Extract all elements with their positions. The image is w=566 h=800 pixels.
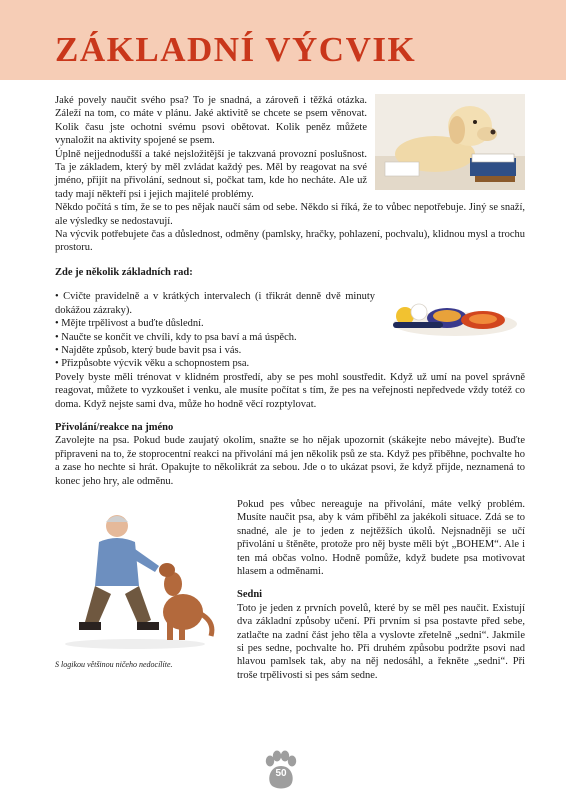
dog-with-books-image — [375, 94, 525, 190]
recall-paragraph-2: Pokud pes vůbec nereaguje na přivolání, máte velký problém. Musíte naučit psa, aby k vám přiběhl za jakékoli situace. Zdá se to snadné, ale je to jeden z nejtěžších úkolů. Nejsnadněji se učí přivolání u štěněte, protože pro něj byste měli být „BOHEM“. Ale i ten má občas volno. Hodně pomůže, když budete psa motivovat hlasem a odměnami. — [237, 498, 525, 577]
recall-paragraph-1: Zavolejte na psa. Pokud bude zaujatý okolím, snažte se ho nějak upozornit (skákejte nebo mávejte). Buďte připraveni na to, že stoprocentní reakci na přivolání má jen několik psů ze sta. Když pes přiběhne, pochvalte ho a zase ho nechte si hrát. Opakujte to několikrát za sebou. Jde o to ukázat psovi, že když přijde, neznamená to konec jeho hry, ale odměnu. — [55, 435, 525, 487]
tip-item-4: • Najděte způsob, který bude bavit psa i vás. — [55, 344, 242, 356]
page-content — [55, 94, 525, 682]
sit-heading: Sedni — [237, 589, 263, 601]
tips-heading: Zde je několik základních rad: — [55, 266, 193, 278]
intro-paragraph-3: Někdo počítá s tím, že se to pes nějak naučí sám od sebe. Někdo si říká, že to vůbec nepotřebuje. Jiný se snaží, ale výsledky se nedostavují. — [55, 202, 525, 227]
man-with-dog-image — [55, 504, 225, 652]
page-number: 50 — [275, 768, 287, 779]
tip-item-1: • Cvičte pravidelně a v krátkých intervalech (i třikrát denně dvě minuty dokážou zázraky). — [55, 291, 375, 316]
image-caption: S logikou většinou ničeho nedocílíte. — [55, 660, 173, 670]
intro-paragraph-1: Jaké povely naučit svého psa? To je snadná, a zároveň i těžká otázka. Záleží na tom, co máte v plánu. Jaké aktivitě se chcete se psem věnovat. Kolik času jste ochotni svému psovi obětovat. Kolik peněz můžete vynaložit na aktivity spojené se psem. — [55, 95, 367, 147]
tip-item-5: • Přizpůsobte výcvik věku a schopnostem psa. — [55, 358, 250, 370]
intro-paragraph-2: Úplně nejjednodušší a také nejsložitější je takzvaná provozní poslušnost. Ta je základem, který by měl zvládat každý pes. Měl by reagovat na své jméno, přijít na přivolání, sednout si, počkat tam, kde ho necháte. Ale už tady mají někteří psi i jejich majitelé problémy. — [55, 148, 367, 200]
man-with-dog-figure — [55, 504, 225, 672]
dog-toys-image — [385, 292, 525, 342]
sit-paragraph: Toto je jeden z prvních povelů, které by se měl pes naučit. Existují dva základní způsoby učení. Při prvním si psa postavte před sebe, zatlačte na zadní část jeho těla a vyslovte zřetelně „sedni“. Jakmile si pes sedne, pochvalte ho. Při druhém způsobu podržte psovi nad hlavou pamlsek tak, aby na něj nedosáhl, a řekněte „sedni“. Při troše trpělivosti si pes sám sedne. — [237, 602, 525, 681]
calm-environment-paragraph: Povely byste měli trénovat v klidném prostředí, aby se pes mohl soustředit. Když už umí na povel správně reagovat, můžete to vyzkoušet i venku, ale musíte počítat s tím, že pes na veřejnosti nepředvede vždy totéž co doma. Když nejste sami dva, může ho hodně věcí rozptylovat. — [55, 371, 525, 410]
header-band — [0, 0, 566, 80]
tip-item-3: • Naučte se končit ve chvíli, kdy to psa baví a má úspěch. — [55, 331, 297, 343]
tip-item-2: • Mějte trpělivost a buďte důslední. — [55, 318, 204, 330]
recall-heading: Přivolání/reakce na jméno — [55, 421, 174, 433]
intro-paragraph-4: Na výcvik potřebujete čas a důslednost, odměny (pamlsky, hračky, pohlazení, pochvalu), klidnou mysl a trochu prostoru. — [55, 229, 525, 254]
page-title: ZÁKLADNÍ VÝCVIK — [55, 30, 417, 69]
